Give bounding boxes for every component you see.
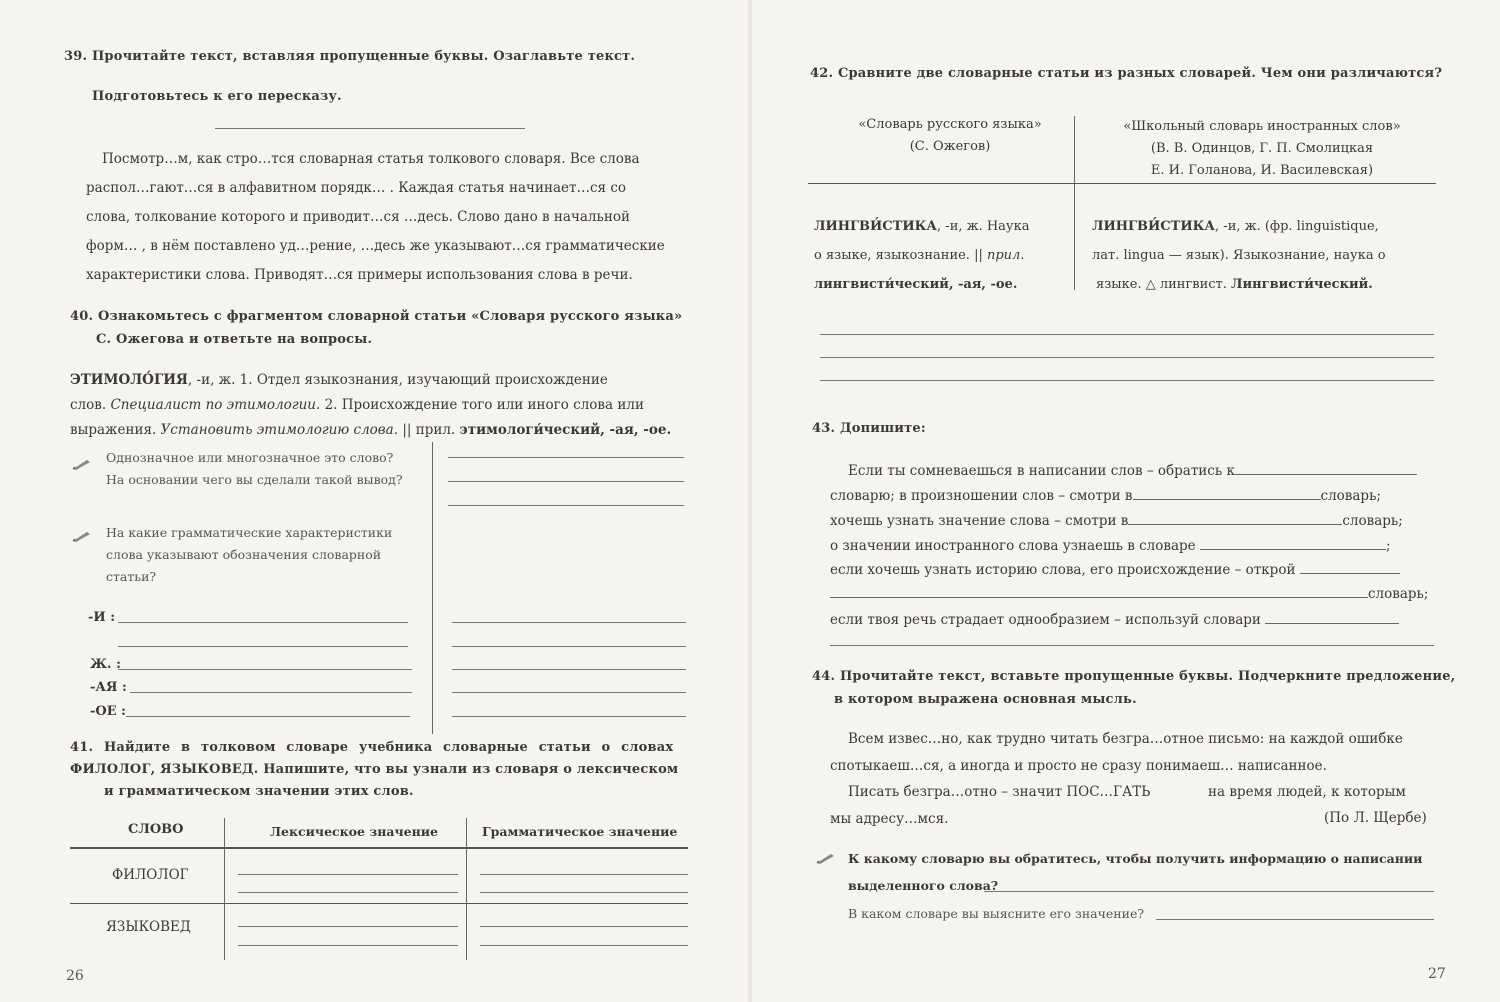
fill-blank[interactable] bbox=[1133, 485, 1321, 500]
entry-derivative: Лингвисти́ческий. bbox=[1230, 277, 1373, 292]
dictionary-entry bbox=[70, 368, 690, 443]
task44-heading: 44. Прочитайте текст, вставьте пропущенные буквы. Подчеркните предложение, bbox=[812, 669, 1456, 684]
t43-text: если хочешь узнать историю слова, его происхождение – открой bbox=[830, 562, 1296, 578]
task39-text bbox=[86, 145, 686, 290]
entry-text: 2. Происхождение того или иного слова или bbox=[324, 397, 644, 413]
col-grammar-header: Грамматическое значение bbox=[482, 824, 678, 839]
t44-question-1: К какому словарю вы обратитесь, чтобы получить информацию о написании bbox=[848, 851, 1423, 866]
answer-line[interactable] bbox=[452, 669, 686, 670]
task39-line: слова, толкование которого и приводит…ся …десь. Слово дано в начальной bbox=[86, 209, 630, 225]
fill-blank[interactable] bbox=[1200, 535, 1386, 550]
task41-table bbox=[70, 818, 688, 960]
row-word-filolog: ФИЛОЛОГ bbox=[112, 867, 189, 883]
table-header-rule bbox=[70, 847, 688, 849]
task40-heading: 40. Ознакомьтесь с фрагментом словарной статьи «Словаря русского языка» bbox=[70, 309, 683, 324]
answer-line[interactable] bbox=[480, 945, 688, 946]
right-page bbox=[752, 0, 1500, 1002]
answer-line[interactable] bbox=[452, 646, 686, 647]
task41-heading bbox=[70, 737, 690, 803]
page-number: 27 bbox=[1428, 966, 1446, 982]
fill-blank[interactable] bbox=[1235, 460, 1417, 475]
pencil-icon bbox=[816, 852, 836, 864]
table-col-divider bbox=[224, 818, 225, 960]
marker-zh-label: Ж. : bbox=[90, 657, 121, 672]
entry-headword: ЛИНГВИ́СТИКА bbox=[814, 219, 938, 234]
answer-line[interactable] bbox=[130, 692, 412, 693]
marker-i-label: -И : bbox=[88, 610, 116, 625]
answer-line[interactable] bbox=[820, 334, 1434, 335]
t43-text: словарю; в произношении слов – смотри в bbox=[830, 488, 1133, 504]
question-text: На основании чего вы сделали такой вывод? bbox=[106, 472, 403, 487]
entry-text: , -и, ж. Наука bbox=[937, 219, 1030, 234]
entry-derivative: лингвисти́ческий, -ая, -ое. bbox=[814, 277, 1018, 292]
dict2-title: «Школьный словарь иностранных слов» bbox=[1123, 119, 1401, 134]
task39-line: Посмотр…м, как стро…тся словарная статья толкового словаря. Все слова bbox=[102, 151, 640, 167]
entry-text: , -и, ж. (фр. linguistique, bbox=[1215, 219, 1379, 234]
entry-text: || прил. bbox=[974, 248, 1025, 263]
entry-text: слов. bbox=[70, 397, 107, 413]
entry-ozhegov bbox=[814, 212, 1064, 299]
entry-headword: ЛИНГВИ́СТИКА bbox=[1092, 219, 1216, 234]
fill-blank[interactable] bbox=[1300, 559, 1400, 574]
question-text: слова указывают обозначения словарной bbox=[106, 547, 382, 562]
fill-blank[interactable] bbox=[830, 583, 1368, 598]
dict1-header bbox=[840, 114, 1060, 158]
row-word-yazykoved: ЯЗЫКОВЕД bbox=[106, 919, 191, 935]
task39-heading: 39. Прочитайте текст, вставляя пропущенные буквы. Озаглавьте текст. bbox=[64, 49, 636, 64]
entry-derivative: этимологи́ческий, -ая, -ое. bbox=[459, 422, 672, 438]
entry-line-1: , -и, ж. 1. Отдел языкознания, изучающий происхождение bbox=[187, 372, 608, 388]
answer-line[interactable] bbox=[126, 716, 410, 717]
answer-line[interactable] bbox=[480, 874, 688, 875]
t43-line-7 bbox=[830, 609, 1399, 630]
task44-heading-2: в котором выражена основная мысль. bbox=[834, 692, 1137, 707]
pencil-icon bbox=[72, 530, 92, 542]
dict2-authors: (В. В. Одинцов, Г. П. Смолицкая bbox=[1150, 141, 1374, 156]
t43-text: если твоя речь страдает однообразием – используй словари bbox=[830, 612, 1261, 628]
compare-rule bbox=[808, 183, 1436, 184]
t43-text: хочешь узнать значение слова – смотри в bbox=[830, 513, 1129, 529]
entry-headword: ЭТИМОЛО́ГИЯ bbox=[70, 372, 188, 388]
task40-heading-2: С. Ожегова и ответьте на вопросы. bbox=[96, 332, 373, 347]
t43-text: ; bbox=[1385, 538, 1391, 554]
entry-text: || прил. bbox=[402, 422, 456, 438]
table-row-rule bbox=[70, 903, 688, 904]
task39-line: характеристики слова. Приводят…ся примеры использования слова в речи. bbox=[86, 267, 633, 283]
t44-para-3b: на время людей, к которым bbox=[1208, 784, 1406, 800]
task41-heading-line: ФИЛОЛОГ, ЯЗЫКОВЕД. Напишите, что вы узнали из словаря о лексическом bbox=[70, 762, 679, 777]
task39-line: распол…гают…ся в алфавитном порядк… . Каждая статья начинает…ся со bbox=[86, 180, 627, 196]
page-number: 26 bbox=[66, 968, 84, 984]
column-divider bbox=[432, 442, 433, 734]
answer-line[interactable] bbox=[452, 622, 686, 623]
answer-line[interactable] bbox=[448, 481, 684, 482]
dict1-author: (С. Ожегов) bbox=[909, 139, 991, 154]
t44-question-2: выделенного слова? bbox=[848, 878, 999, 893]
answer-line[interactable] bbox=[238, 945, 458, 946]
answer-line[interactable] bbox=[118, 622, 408, 623]
dict2-authors: Е. И. Голанова, И. Василевская) bbox=[1150, 163, 1374, 178]
col-word-header: СЛОВО bbox=[128, 822, 184, 837]
t43-line-3 bbox=[830, 510, 1403, 531]
question-1 bbox=[106, 447, 403, 491]
dict1-title: «Словарь русского языка» bbox=[858, 117, 1042, 132]
answer-line[interactable] bbox=[238, 892, 458, 893]
answer-line[interactable] bbox=[480, 926, 688, 927]
answer-line[interactable] bbox=[238, 874, 458, 875]
task39-heading-2: Подготовьтесь к его пересказу. bbox=[92, 89, 342, 104]
task43-heading: 43. Допишите: bbox=[812, 421, 926, 436]
task41-heading-line: 41. Найдите в толковом словаре учебника словарные статьи о словах bbox=[70, 740, 674, 755]
answer-line[interactable] bbox=[452, 692, 686, 693]
answer-line[interactable] bbox=[448, 505, 684, 506]
answer-line[interactable] bbox=[820, 380, 1434, 381]
t43-text: словарь; bbox=[1368, 586, 1429, 602]
entry-example: Установить этимологию слова. bbox=[160, 422, 399, 438]
t43-line-6 bbox=[830, 583, 1428, 604]
answer-line[interactable] bbox=[480, 892, 688, 893]
marker-aya-label: -АЯ : bbox=[90, 680, 127, 695]
answer-line[interactable] bbox=[238, 926, 458, 927]
t43-text: Если ты сомневаешься в написании слов – обратись к bbox=[848, 463, 1235, 479]
t43-text: словарь; bbox=[1342, 513, 1403, 529]
task39-line: форм… , в нём поставлено уд…рение, …десь же указывают…ся грамматические bbox=[86, 238, 665, 254]
t43-line-5 bbox=[830, 559, 1400, 580]
task41-heading-line: и грамматическом значении этих слов. bbox=[104, 784, 414, 799]
t43-line-1 bbox=[848, 460, 1417, 481]
answer-line[interactable] bbox=[118, 646, 408, 647]
question-text: Однозначное или многозначное это слово? bbox=[106, 450, 394, 465]
t44-source: (По Л. Щербе) bbox=[1324, 810, 1427, 826]
left-page bbox=[0, 0, 748, 1002]
entry-text: лат. lingua — язык). Языкознание, наука о bbox=[1092, 248, 1386, 263]
entry-text: выражения. bbox=[70, 422, 157, 438]
fill-blank[interactable] bbox=[1128, 510, 1342, 525]
answer-line[interactable] bbox=[1156, 919, 1434, 920]
col-lexical-header: Лексическое значение bbox=[270, 824, 438, 839]
table-col-divider bbox=[466, 818, 467, 960]
question-text: На какие грамматические характеристики bbox=[106, 525, 393, 540]
t44-para-1: Всем извес…но, как трудно читать безгра…отное письмо: на каждой ошибке bbox=[848, 731, 1403, 747]
t43-text: словарь; bbox=[1320, 488, 1381, 504]
entry-school bbox=[1092, 212, 1432, 299]
answer-line[interactable] bbox=[820, 357, 1434, 358]
dict2-header bbox=[1092, 116, 1432, 182]
answer-line[interactable] bbox=[118, 669, 412, 670]
t43-text: о значении иностранного слова узнаешь в словаре bbox=[830, 538, 1196, 554]
answer-line[interactable] bbox=[448, 457, 684, 458]
task42-heading: 42. Сравните две словарные статьи из разных словарей. Чем они различаются? bbox=[810, 66, 1443, 81]
question-2 bbox=[106, 522, 392, 588]
entry-example: Специалист по этимологии. bbox=[110, 397, 321, 413]
t44-question-3: В каком словаре вы выясните его значение? bbox=[848, 906, 1145, 921]
answer-line[interactable] bbox=[830, 645, 1434, 646]
pencil-icon bbox=[72, 458, 92, 470]
entry-text: о языке, языкознание. bbox=[814, 248, 970, 263]
title-blank-line[interactable] bbox=[215, 128, 525, 129]
answer-line[interactable] bbox=[984, 891, 1434, 892]
compare-divider bbox=[1074, 116, 1075, 290]
fill-blank[interactable] bbox=[1265, 609, 1399, 624]
question-text: статьи? bbox=[106, 569, 157, 584]
marker-oe-label: -ОЕ : bbox=[90, 704, 126, 719]
t44-para-2: спотыкаеш…ся, а иногда и просто не сразу понимаеш… написанное. bbox=[830, 758, 1327, 774]
t43-line-2 bbox=[830, 485, 1381, 506]
t44-para-4: мы адресу…мся. bbox=[830, 811, 949, 827]
entry-text: языке. △ лингвист. bbox=[1096, 277, 1227, 292]
t44-para-3a: Писать безгра…отно – значит ПОС…ГАТЬ bbox=[848, 784, 1151, 800]
answer-line[interactable] bbox=[452, 716, 686, 717]
t43-line-4 bbox=[830, 535, 1391, 556]
